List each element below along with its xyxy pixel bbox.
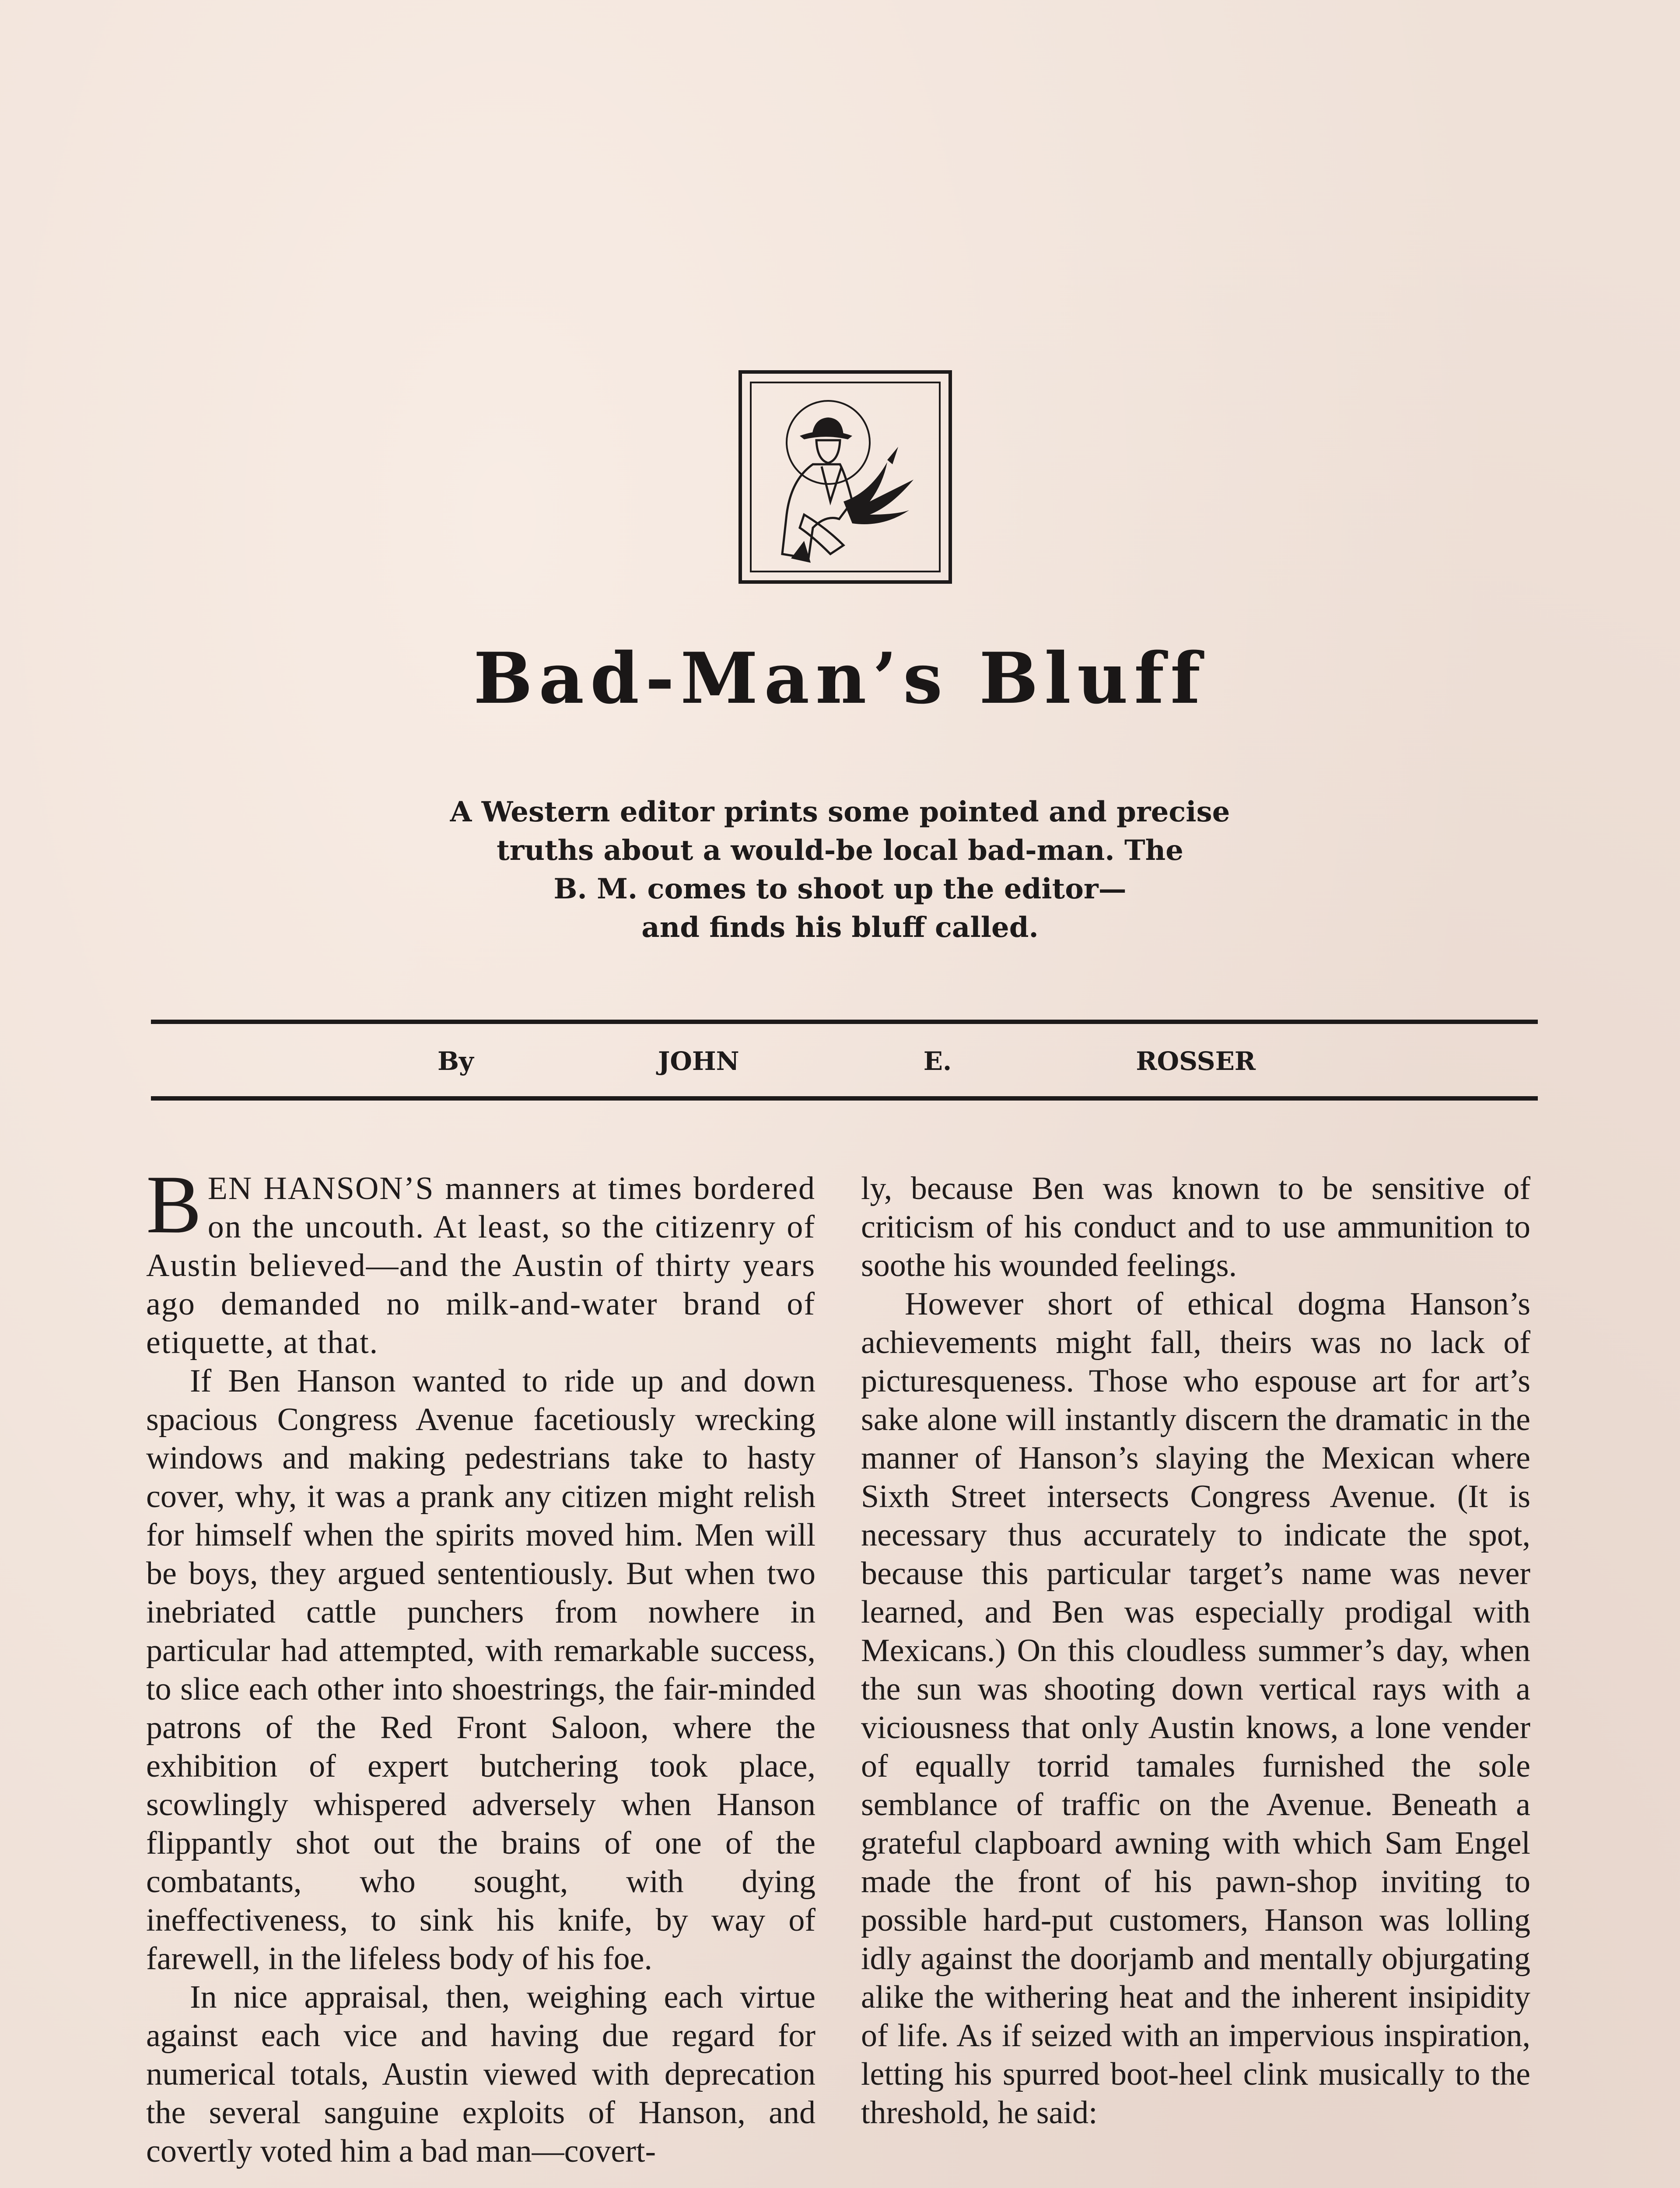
byline-word: E.: [923, 1046, 952, 1076]
byline-word: JOHN: [658, 1046, 739, 1076]
paragraph-text: EN HANSON’S manners at times bordered on the uncouth. At least, so the citizenry of Austin believed—and the Austin of thirty years ago demanded no milk-and-water brand of etiquette, at that.: [146, 1171, 816, 1360]
subtitle-line: A Western editor prints some pointed and precise: [450, 796, 1230, 828]
paragraph: However short of ethical dogma Hanson’s achievements might fall, theirs was no lack of picturesqueness. Those who espouse art for art’s sake alone will instantly discern the dramatic in the manner of Hanson’s slaying the Mexican where Sixth Street intersects Congress Avenue. (It is necessary thus accurately to indicate the spot, because this particular target’s name was never learned, and Ben was especially prodigal with Mexicans.) On this cloudless summer’s day, when the sun was shooting down vertical rays with a viciousness that only Austin knows, a lone vender of equally torrid tamales furnished the sole semblance of traffic on the Avenue. Beneath a grateful clapboard awning with which Sam Engel made the front of his pawn-shop inviting to possible hard-put customers, Hanson was lolling idly against the doorjamb and mentally objurgating alike the withering heat and the inherent insipidity of life. As if seized with an impervious inspiration, letting his spurred boot-heel clink musically to the threshold, he said:: [861, 1286, 1530, 2131]
subtitle-line: B. M. comes to shoot up the editor—: [553, 873, 1127, 905]
article-subtitle: [394, 793, 1286, 947]
cowboy-rider-illustration-icon: [738, 370, 952, 584]
byline-word: ROSSER: [1136, 1046, 1256, 1076]
drop-cap: B: [146, 1159, 202, 1251]
paragraph: In nice appraisal, then, weighing each virtue against each vice and having due regard for numerical totals, Austin viewed with deprecation the several sanguine exploits of Hanson, and covertly voted him a bad man—covert-: [146, 1979, 816, 2169]
paragraph: ly, because Ben was known to be sensitive of criticism of his conduct and to use ammunition to soothe his wounded feelings.: [861, 1171, 1530, 1283]
byline: [438, 1046, 1256, 1076]
byline-word: By: [438, 1046, 474, 1076]
article-title: Bad-Man’s Bluff: [473, 637, 1207, 719]
subtitle-line: truths about a would-be local bad-man. The: [497, 834, 1183, 867]
paragraph: If Ben Hanson wanted to ride up and down spacious Congress Avenue facetiously wrecking windows and making pedestrians take to hasty cover, why, it was a prank any citizen might relish for himself when the spirits moved him. Men will be boys, they argued sententiously. But when two inebriated cattle punchers from nowhere in particular had attempted, with remarkable success, to slice each other into shoestrings, the fair-minded patrons of the Red Front Saloon, where the exhibition of expert butchering took place, scowlingly whispered adversely when Hanson flippantly shot out the brains of one of the combatants, who sought, with dying ineffectiveness, to sink his knife, by way of farewell, in the lifeless body of his foe.: [146, 1363, 816, 1977]
paragraph: [146, 1159, 816, 1362]
divider-rule-top: [151, 1020, 1538, 1024]
article-column-left: [146, 1159, 816, 2170]
divider-rule-bottom: [151, 1096, 1538, 1101]
subtitle-line: and finds his bluff called.: [641, 911, 1039, 944]
article-column-right: [861, 1169, 1530, 2132]
